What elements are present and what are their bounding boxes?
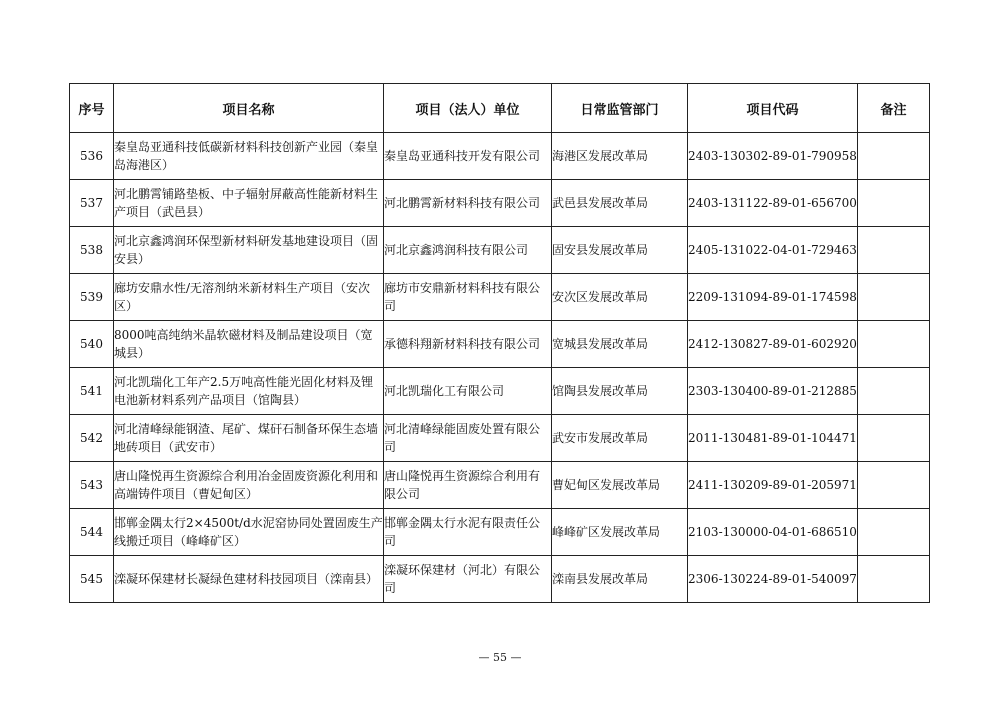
table-row	[70, 227, 930, 274]
header-unit: 项目（法人）单位	[384, 84, 552, 133]
cell-unit: 廊坊市安鼎新材料科技有限公司	[384, 274, 552, 321]
cell-no: 536	[70, 133, 114, 180]
cell-name: 河北凯瑞化工年产2.5万吨高性能光固化材料及锂电池新材料系列产品项目（馆陶县）	[114, 368, 384, 415]
cell-code: 2011-130481-89-01-104471	[688, 415, 858, 462]
cell-unit: 滦凝环保建材（河北）有限公司	[384, 556, 552, 603]
header-name: 项目名称	[114, 84, 384, 133]
cell-name: 邯郸金隅太行2×4500t/d水泥窑协同处置固废生产线搬迁项目（峰峰矿区）	[114, 509, 384, 556]
cell-name: 河北鹏霄铺路垫板、中子辐射屏蔽高性能新材料生产项目（武邑县）	[114, 180, 384, 227]
cell-note	[858, 180, 930, 227]
cell-no: 543	[70, 462, 114, 509]
cell-note	[858, 133, 930, 180]
cell-dept: 馆陶县发展改革局	[552, 368, 688, 415]
table-row	[70, 556, 930, 603]
table-row	[70, 321, 930, 368]
cell-no: 541	[70, 368, 114, 415]
cell-dept: 武邑县发展改革局	[552, 180, 688, 227]
cell-unit: 河北鹏霄新材料科技有限公司	[384, 180, 552, 227]
cell-unit: 邯郸金隅太行水泥有限责任公司	[384, 509, 552, 556]
table-row	[70, 180, 930, 227]
cell-no: 542	[70, 415, 114, 462]
cell-no: 539	[70, 274, 114, 321]
cell-note	[858, 227, 930, 274]
page-number: — 55 —	[478, 651, 522, 664]
cell-note	[858, 509, 930, 556]
cell-unit: 河北清峰绿能固废处置有限公司	[384, 415, 552, 462]
table-row	[70, 368, 930, 415]
table-row	[70, 509, 930, 556]
cell-no: 544	[70, 509, 114, 556]
cell-note	[858, 556, 930, 603]
cell-unit: 承德科翔新材料科技有限公司	[384, 321, 552, 368]
cell-name: 河北清峰绿能钢渣、尾矿、煤矸石制备环保生态墙地砖项目（武安市）	[114, 415, 384, 462]
header-dept: 日常监管部门	[552, 84, 688, 133]
cell-no: 540	[70, 321, 114, 368]
cell-note	[858, 368, 930, 415]
cell-note	[858, 415, 930, 462]
header-no: 序号	[70, 84, 114, 133]
cell-code: 2403-130302-89-01-790958	[688, 133, 858, 180]
project-table	[69, 83, 930, 603]
cell-name: 河北京鑫鸿润环保型新材料研发基地建设项目（固安县）	[114, 227, 384, 274]
cell-code: 2405-131022-04-01-729463	[688, 227, 858, 274]
cell-no: 537	[70, 180, 114, 227]
cell-dept: 滦南县发展改革局	[552, 556, 688, 603]
cell-note	[858, 321, 930, 368]
cell-code: 2403-131122-89-01-656700	[688, 180, 858, 227]
header-code: 项目代码	[688, 84, 858, 133]
cell-name: 秦皇岛亚通科技低碳新材料科技创新产业园（秦皇岛海港区）	[114, 133, 384, 180]
cell-code: 2209-131094-89-01-174598	[688, 274, 858, 321]
table-row	[70, 274, 930, 321]
cell-code: 2306-130224-89-01-540097	[688, 556, 858, 603]
cell-dept: 固安县发展改革局	[552, 227, 688, 274]
cell-code: 2103-130000-04-01-686510	[688, 509, 858, 556]
cell-name: 唐山隆悦再生资源综合利用冶金固废资源化利用和高端铸件项目（曹妃甸区）	[114, 462, 384, 509]
header-note: 备注	[858, 84, 930, 133]
cell-note	[858, 462, 930, 509]
cell-name: 滦凝环保建材长凝绿色建材科技园项目（滦南县）	[114, 556, 384, 603]
cell-dept: 曹妃甸区发展改革局	[552, 462, 688, 509]
cell-unit: 唐山隆悦再生资源综合利用有限公司	[384, 462, 552, 509]
cell-code: 2412-130827-89-01-602920	[688, 321, 858, 368]
cell-dept: 峰峰矿区发展改革局	[552, 509, 688, 556]
cell-unit: 秦皇岛亚通科技开发有限公司	[384, 133, 552, 180]
cell-no: 538	[70, 227, 114, 274]
cell-dept: 宽城县发展改革局	[552, 321, 688, 368]
cell-dept: 安次区发展改革局	[552, 274, 688, 321]
table-row	[70, 415, 930, 462]
cell-code: 2411-130209-89-01-205971	[688, 462, 858, 509]
cell-name: 8000吨高纯纳米晶软磁材料及制品建设项目（宽城县）	[114, 321, 384, 368]
table-row	[70, 133, 930, 180]
table-header-row	[70, 84, 930, 133]
cell-no: 545	[70, 556, 114, 603]
cell-dept: 海港区发展改革局	[552, 133, 688, 180]
cell-unit: 河北京鑫鸿润科技有限公司	[384, 227, 552, 274]
cell-unit: 河北凯瑞化工有限公司	[384, 368, 552, 415]
table-row	[70, 462, 930, 509]
cell-code: 2303-130400-89-01-212885	[688, 368, 858, 415]
cell-name: 廊坊安鼎水性/无溶剂纳米新材料生产项目（安次区）	[114, 274, 384, 321]
cell-note	[858, 274, 930, 321]
cell-dept: 武安市发展改革局	[552, 415, 688, 462]
